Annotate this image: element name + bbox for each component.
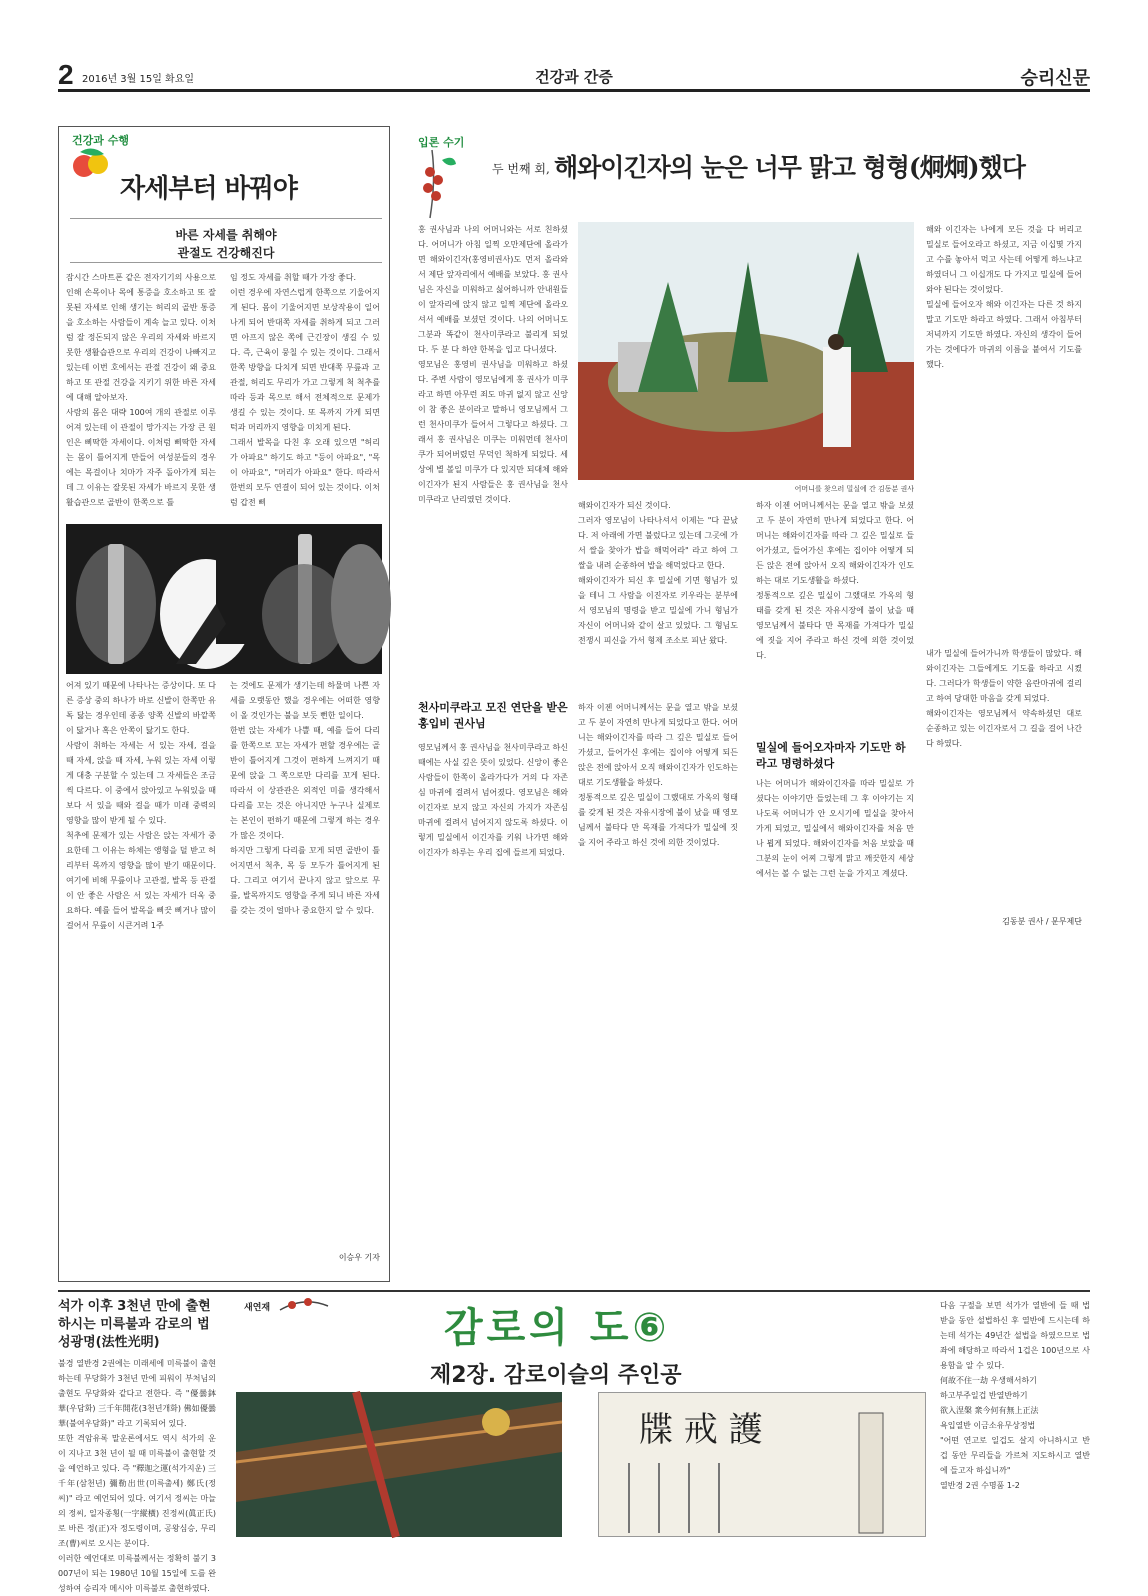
testimony-subhead-2: 밀실에 들어오자마자 기도만 하라고 명령하셨다 <box>756 741 906 770</box>
health-byline: 이승우 기자 <box>338 1253 380 1262</box>
newspaper-name: 승리신문 <box>1020 68 1090 89</box>
painting-caption: 어머니를 찾으러 밀실에 간 김동분 권사 <box>794 485 914 493</box>
section-title: 건강과 간증 <box>535 68 613 86</box>
testimony-col2: 해와이긴자가 되신 것이다. 그러자 영모님이 나타나셔서 이제는 "다 끝났다. 저 아래에 가면 불렀다고 있는데 그곳에 가서 쌀을 찾아가 밥을 해먹어라" 라고 하여 그 쌀을 내려 순종하여 밥을 해먹었다고 한다. 해와이긴자가 되신 후 밀실에 기면 형님가 있을 테니 그 사람을 이진자로 키우라는 분부에서 영모님의 명령을 받고 밀실에 가니 형님가 자신이 어머니와 같이 살고 있었다. 그 형님도 전쟁시 피신을 가서 형제 조소로 피난 왔다. <box>578 501 738 645</box>
page-number: 2 <box>58 59 74 90</box>
testimony-title: 해와이긴자의 눈은 너무 맑고 형형(炯炯)했다 <box>554 153 1025 182</box>
beam-photo <box>236 1392 562 1537</box>
testimony-col3b: 나는 어머니가 해와이긴자를 따라 밀실로 가셨다는 이야기만 들었는데 그 후 이야기는 지나도록 어머니가 안 오시기에 밀실을 찾아서 가게 되었고, 밀실에서 해와이긴자를 처음 만나 뵙게 되었다. 해와이긴자를 처음 보았을 때 그분의 눈이 어찌 그렇게 맑고 깨끗한지 세상에서는 볼 수 없는 그런 눈을 가지고 계셨다. <box>756 779 917 878</box>
health-subtitle-2: 관절도 건강해진다 <box>177 246 275 260</box>
document-photo <box>598 1392 926 1537</box>
issue-date: 2016년 3월 15일 화요일 <box>82 74 195 85</box>
testimony-col1b: 영모님께서 홍 권사님을 천사미쿠라고 하신 때에는 사실 깊은 뜻이 있었다. 신앙이 좋은 사람들이 한쪽이 올라가다가 거의 다 자존심 마귀에 걸려서 넘어졌다. 영모님은 해와이긴자로 보지 않고 자신의 가지가 자존심 마귀에 걸려서 넘어지지 않도록 하셨다. 이렇게 밀실에서 이긴자를 키워 나가면 해와이긴자가 하루는 우리 집에 들르게 되었다. <box>418 743 571 857</box>
xray-spine-photo <box>66 524 382 674</box>
testimony-episode: 두 번째 회, <box>492 162 550 176</box>
fruit-icon <box>70 144 114 182</box>
series-label: 새연재 <box>244 1303 271 1313</box>
testimony-col2b: 하자 이젠 어머니께서는 문을 열고 밖을 보셨고 두 분이 자연히 만나게 되었다고 한다. 어머니는 해와이긴자를 따라 그 깊은 밀실로 들어가셨고, 들어가신 후에는 집이야 어떻게 되든 앉은 전에 앉아서 오직 해와이긴자가 인도하는 대로 기도생활을 하셨다. 정통적으로 깊은 밀실이 그랬대로 가옥의 형태를 갖게 된 것은 자유시장에 불이 났을 때 영모님께서 불타다 만 목재를 가져다가 밀실에 짓을 지어 주라고 하신 것에 의한 것이었다. <box>578 703 738 847</box>
health-title: 자세부터 바꿔야 <box>120 174 297 204</box>
testimony-subhead-1: 천사미쿠라고 모진 연단을 받은 홍입비 권사님 <box>418 701 568 730</box>
series-main-title: 감로의 도⑥ <box>444 1305 671 1351</box>
painting-photo <box>578 222 914 480</box>
flower-ornament-icon <box>278 1296 330 1318</box>
berry-branch-icon <box>412 150 460 220</box>
health-kicker: 건강과 수행 <box>72 134 129 147</box>
testimony-col4b: 내가 밀실에 들어가니까 학생들이 많았다. 해와이긴자는 그들에게도 기도를 하라고 시켰다. 그러다가 학생들이 약한 음란마귀에 걸리고 하여 당대한 마음을 갖게 되었다. 해와이긴자는 영모님께서 약속하셨던 대로 순종하고 있는 이긴자로서 그 길을 걸어 나간다 하였다. <box>926 649 1082 748</box>
health-subtitle-1: 바른 자세를 취해야 <box>175 228 277 242</box>
chapter-title: 제2장. 감로이슬의 주인공 <box>430 1363 682 1388</box>
health-body-col3: 어져 있기 때문에 나타나는 증상이다. 또 다른 증상 중의 하나가 바로 신발이 한쪽만 유독 닳는 경우인데 종종 양쪽 신발의 바깥쪽이 닳거나 혹은 안쪽이 닳기도 한다. 사람이 취하는 자세는 서 있는 자세, 걸을 때 자세, 앉을 때 자세, 누워 있는 자세 이렇게 대충 구분할 수 있는데 그 자세들은 조금씩 다르다. 이 중에서 앉아있고 누워있을 때보다 서 있을 때와 걸을 때가 미래 중력의 영향을 많이 받게 될 수 있다. 척추에 문제가 있는 사람은 앉는 자세가 중요한데 그 이유는 하체는 앵형을 덜 받고 허리부터 목까지 영향을 많이 받기 때문이다. 여기에 비해 무릎이나 고관절, 발목 등 관절이 안 좋은 사람은 서 있는 자세가 더욱 중요하다. 예를 들어 발목을 삐끗 삐거나 많이 걸어서 무릎이 시큰거려 1주 <box>66 681 216 930</box>
series-col1: 불경 열반경 2권에는 미래세에 미륵불이 출현하는데 무당화가 3천년 만에 피워이 부처님의 출현도 무당화와 같다고 전한다. 즉 "優曇鉢華(우담화) 三千年開花(3천년개화) 佛如優曇華(불여우담화)" 라고 기록되어 있다. 또한 격암유록 말운론에서도 역시 석가의 운이 지나고 3천 년이 될 때 미륵불이 출현할 것을 예언하고 있다. 즉 "釋迦之運(석가지운) 三千年(삼천년) 彌勒出世(미륵출세) 鄭氏(정씨)" 라고 예언되어 있다. 여기서 정씨는 마늘의 정씨, 일자종횡(一字縱橫) 진정씨(眞正氏)로 바른 정(正)자 정도령이며, 공왕심승, 무리 조(曹)씨로 오시는 분이다. 이러한 예언대로 미륵불께서는 정확히 불기 3007년이 되는 1980년 10월 15일에 도를 완성하여 승리자 메시아 미륵불로 출현하였다. <box>58 1359 216 1593</box>
testimony-col1: 홍 권사님과 나의 어머니와는 서로 친하셨다. 어머니가 아침 일찍 오만제단에 올라가면 해와이긴자(홍영비권사)도 먼저 올라와서 제단 앞자리에서 예배를 보았다. 홍 권사님은 자신을 미워하고 싫어하니까 안내원들이 앞자리에 앉지 않고 일찍 제단에 올라오셔서 예배를 보셨던 것이다. 나의 어머니도 그분과 똑같이 천사미쿠라고 불리게 되었다. 두 분 다 하얀 한복을 입고 다니셨다. 영모님은 홍영비 권사님을 미워하고 하셨다. 주변 사람이 영모님에게 홍 권사가 미쿠라고 하면 아무런 죄도 마귀 없지 않고 신앙이 참 좋은 분이라고 말하니 영모님께서 그런 천사미쿠가 들어서 그렇다고 하셨다. 그래서 홍 권사님은 미쿠는 미워먼데 천사미쿠가 되어버렸던 무덕인 척하게 되었다. 세상에 별 볼일 미쿠가 다 있지만 되대체 해와이긴자가 된지 사람들은 홍 권사님을 천사미쿠라고 난리였던 것이다. <box>418 225 568 504</box>
testimony-byline: 김동분 권사 / 문무제단 <box>1002 917 1082 926</box>
testimony-kicker: 입론 수기 <box>418 136 465 149</box>
series-col6-box <box>940 1298 1090 1537</box>
health-body-col1: 잠시간 스마트폰 같은 전자기기의 사용으로 인해 손목이나 목에 통증을 호소하고 또 잘못된 자세로 인해 생기는 허리의 골반 통증을 호소하는 사람들이 계속 늘고 있다. 이처럼 잘 정돈되지 않은 우리의 자세와 바르지 못한 생활습관으로 우리의 건강이 나빠지고 있는데 이번 호에서는 관절 건강이 왜 중요하고 또 관절 건강을 지키기 위한 바른 자세에 대해 알아보자. 사람의 몸은 대략 100여 개의 관절로 이루어져 있는데 이 관절이 망가지는 가장 큰 원인은 삐딱한 자세이다. 이처럼 삐딱한 자세는 몸이 틀어지게 만들어 여성분들의 경우에는 목걸이나 치마가 자주 돌아가게 되는데 그 이유는 잘못된 자세가 바르지 못한 생활습관으로 골반이 한쪽으로 틀 <box>66 273 216 507</box>
health-body-col4: 는 것에도 문제가 생기는데 하물며 나쁜 자세를 오랫동안 했을 경우에는 어떠한 영향이 올 것인가는 불을 보듯 뻔한 일이다. 한번 앉는 자세가 나쁠 때, 예를 들어 다리를 한쪽으로 꼬는 자세가 편할 경우에는 골반이 틀어지게 그것이 편하게 느껴지기 때문에 앉을 그 쪽으로만 다리를 꼬게 된다. 따라서 이 상관관은 외적인 미를 생각해서 다리를 꼬는 것은 아니지만 누구나 실제로는 본인이 편하기 때문에 그렇게 하는 경우가 많은 것이다. 하지만 그렇게 다리를 꼬게 되면 골반이 틀어지면서 척추, 목 등 모두가 틀어지게 된다. 그리고 여기서 끝나지 않고 앞으로 무릎, 발목까지도 영향을 주게 되니 바른 자세를 갖는 것이 얼마나 중요한지 알 수 있다. <box>230 681 380 915</box>
series-col6: 다음 구절을 보면 석가가 열반에 들 때 법 받을 동안 설법하신 후 열반에 드시는데 하는데 석가는 49년간 설법을 하였으므로 법좌에 해당하고 따라서 1겁은 100년으로 사용함을 알 수 있다. 何故不住一劫 우생해서하기 하고부주일겁 반열반하기 欲入涅槃 衆今何有無上正法 욕입열반 이금소유무상정법 "어떤 연고로 일겁도 살지 아니하시고 반 겁 동안 무리들을 가르쳐 지도하시고 열반에 들고자 하십니까" 열반경 2권 수명품 1-2 <box>940 1301 1090 1490</box>
health-body-col2: 임 정도 자세를 취할 때가 가장 좋다. 이런 경우에 자연스럽게 한쪽으로 기울어지게 된다. 몸이 기울어지면 보상작용이 일어나게 되어 반대쪽 자세를 취하게 되고 그러면 아프지 않은 쪽에 근긴장이 생길 수 있다. 즉, 근육이 뭉칠 수 있는 것이다. 그래서 한쪽 방향을 다치게 되면 반대쪽 무릎과 고관절, 허리도 무리가 가고 그렇게 척 척추를 따라 등과 목으로 해서 전체적으로 문제가 생길 수 있는 것이다. 또 목까지 가게 되면 턱과 머리까지 영향을 미치게 된다. 그래서 발목을 다친 후 오래 있으면 "허리가 아파요" 하기도 하고 "등이 아파요", "목이 아파요", "머리가 아파요" 한다. 따라서 한번의 모두 연결이 되어 있는 것이다. 이처럼 갑전 삐 <box>230 273 380 507</box>
masthead <box>58 58 1090 92</box>
svg-text:牒 戒 護: 牒 戒 護 <box>639 1410 763 1450</box>
testimony-col3: 하자 이젠 어머니께서는 문을 열고 밖을 보셨고 두 분이 자연히 만나게 되었다고 한다. 어머니는 해와이긴자를 따라 그 깊은 밀실로 들어가셨고, 들어가신 후에는 집이야 어떻게 되든 앉은 전에 앉아서 오직 해와이긴자가 인도하는 대로 기도생활을 하셨다. 정통적으로 깊은 밀실이 그랬대로 가옥의 형태를 갖게 된 것은 자유시장에 불이 났을 때 영모님께서 불타다 만 목재를 가져다가 밀실에 짓을 지어 주라고 하신 것에 의한 것이었다. <box>756 501 914 660</box>
series-title-left: 석가 이후 3천년 만에 출현하시는 미륵불과 감로의 법성광명(法性光明) <box>58 1299 211 1350</box>
testimony-col4: 해와 이긴자는 나에게 모든 것을 다 버리고 밀실로 들어오라고 하셨고, 지금 이십몇 가지고 수를 놓아서 먹고 사는데 어떻게 하느냐고 하였더니 그 이십개도 다 가지고 밀실에 들어와야 된다는 것이었다. 밀실에 들어오자 해와 이긴자는 다른 것 하지 말고 기도만 하라고 하였다. 그래서 아침부터 저녁까지 기도만 하였다. 자신의 생각이 들어가는 것에다가 마귀의 이름을 붙여서 기도를 했다. <box>926 225 1082 369</box>
